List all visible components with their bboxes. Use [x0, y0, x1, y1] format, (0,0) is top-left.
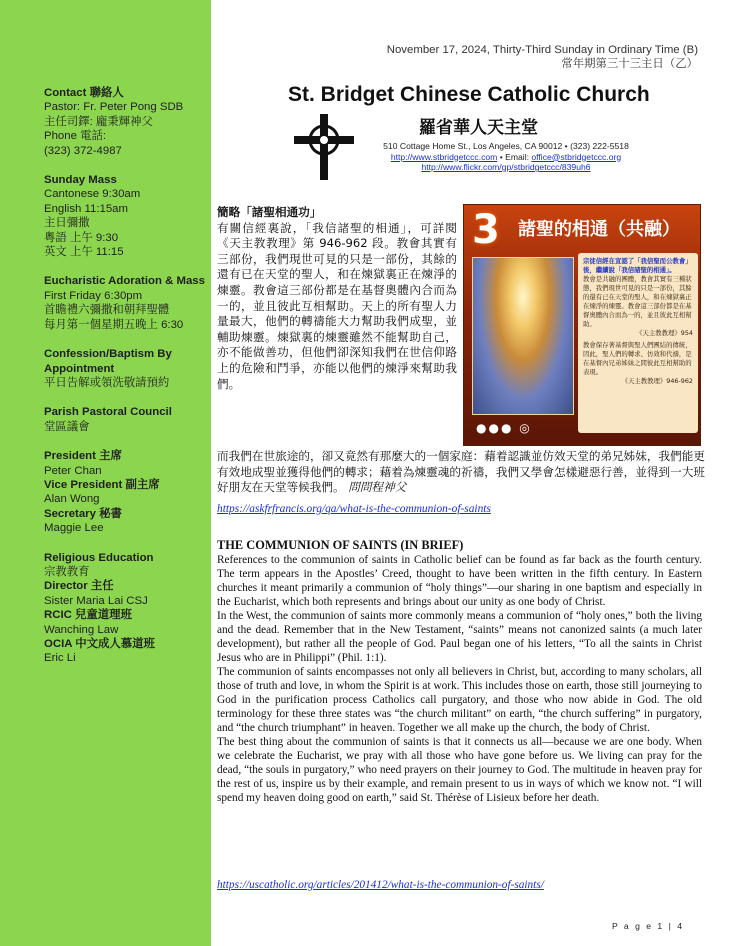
zh-article-title: 簡略「諸聖相通功」 [217, 205, 322, 219]
education-name: Sister Maria Lai CSJ [44, 594, 148, 607]
en-paragraph: In the West, the communion of saints more commonly means a communion of “holy ones,” both the living and the dead. Remember that in the New Testament, “saints” means not canonized saints (a much later development), but rather all the people of God. Paul began one of his letters, “To all the saints in Christ Jesus who are in Philippi” (Phil. 1:1). [217, 610, 702, 664]
bulletin-date [387, 43, 698, 71]
zh-article-signature: 問問程神父 [348, 480, 407, 495]
church-name: St. Bridget Chinese Catholic Church [288, 83, 650, 106]
education-heading: Religious Education [44, 551, 154, 564]
church-links [356, 152, 656, 163]
church-address: 510 Cottage Home St., Los Angeles, CA 90012 • (323) 222-5518 [383, 141, 629, 151]
poster-text: 教會保存著基督與聖人們團結的傳統，因此，聖人們的轉求、仿效和代禱，是在基督內兄弟姊妹之間彼此互相幫助的表現。 [583, 341, 692, 376]
poster-source: 《天主教教理》946-962 [621, 377, 693, 385]
confession-section [44, 347, 205, 390]
saints-painting [472, 257, 574, 415]
zh-article-link[interactable]: https://askfrfrancis.org/qa/what-is-the-communion-of-saints [217, 503, 491, 515]
en-paragraph: The best thing about the communion of saints is that it connects us all—because we are one body. When we celebrate the Eucharist, we pray with all those who have gone before us. We living can pray for the dead, “the souls in purgatory,” who need prayers on their journey to God. The multitude in heaven pray for the rest of us, inspire us by their example, and remain present to us in ways of which we know not. “I will spend my heaven doing good on earth,” said St. Thérèse of Lisieux before her death. [217, 736, 702, 804]
date-en: November 17, 2024, Thirty-Third Sunday in Ordinary Time (B) [386, 44, 698, 56]
mass-line: 主日彌撒 [44, 217, 90, 230]
mass-line: Cantonese 9:30am [44, 188, 141, 201]
education-name: Eric Li [44, 652, 76, 665]
mass-section [44, 173, 205, 259]
date-zh: 常年期第三十三主日（乙） [561, 58, 698, 70]
en-article-title: THE COMMUNION OF SAINTS (IN BRIEF) [217, 538, 464, 552]
poster-title: 諸聖的相通（共融） [518, 219, 680, 240]
contact-section [44, 86, 205, 158]
communion-of-saints-poster [463, 204, 701, 446]
website-link[interactable]: http://www.stbridgetccc.com [390, 151, 498, 162]
email-label: • Email: [497, 151, 532, 162]
poster-text: 教會是共融的團體，教會其實有三種狀態，我們現世可見的只是一部份，其餘的還有已在天堂的聖人，和在煉獄裏正在煉淨的煉靈。教會這三部份都是在基督奧體內合而為一的，並且彼此互相幫助。 [583, 275, 692, 328]
education-role: RCIC 兒童道理班 [44, 609, 132, 622]
contact-heading: Contact 聯絡人 [44, 87, 124, 99]
sidebar [0, 0, 211, 946]
mass-line: 英文 上午 11:15 [44, 246, 124, 259]
church-contact-block [356, 141, 656, 173]
council-line: 堂區議會 [44, 420, 90, 433]
officers-section [44, 449, 205, 535]
poster-quote: 宗徒信經在宣認了「我信聖而公教會」後，繼續說「我信諸聖的相通」。 [583, 257, 692, 274]
email-link[interactable]: office@stbridgetccc.org [531, 151, 622, 162]
mass-heading: Sunday Mass [44, 174, 117, 187]
cross-logo-icon [294, 114, 354, 180]
officer-name: Alan Wong [44, 493, 100, 506]
church-name-zh: 羅省華人天主堂 [419, 118, 538, 138]
education-role: Director 主任 [44, 580, 114, 593]
officer-role: President 主席 [44, 450, 122, 463]
en-paragraph: The communion of saints encompasses not only all believers in Christ, but, according to many scholars, all those of truth and love, in whom the Spirit is at work. This includes those on earth, those still journeying to God in the purification process Catholics call purgatory, and those who now abide in God. The old terminology for these three states was “the church militant” on earth, “the church suffering” in purgatory, and “the church triumphant” in heaven. Together we all make up the church, the body of Christ. [217, 666, 702, 734]
adoration-line: 每月第一個星期五晚上 6:30 [44, 318, 184, 331]
poster-dots: ●●● ◎ [476, 421, 532, 435]
poster-source: 《天主教教理》954 [636, 329, 693, 337]
confession-heading: Confession/Baptism By Appointment [44, 348, 172, 375]
officer-name: Maggie Lee [44, 522, 104, 535]
contact-line: Pastor: Fr. Peter Pong SDB [44, 101, 184, 114]
officer-name: Peter Chan [44, 464, 102, 477]
zh-article-tail: 而我們在世旅途的，卻又竟然有那麼大的一個家庭：藉着認識並仿效天堂的弟兄姊妹，我們能更有效地成聖並獲得他們的轉求；藉着為煉靈魂的祈禱，我們又學會怎樣避惡行善，並得到一大班好朋友在天堂等候我們。 [217, 449, 705, 495]
adoration-line: First Friday 6:30pm [44, 289, 143, 302]
contact-phone: (323) 372-4987 [44, 144, 122, 157]
zh-article [217, 205, 457, 392]
confession-line: 平日告解或領洗敬請預約 [44, 376, 170, 389]
education-section [44, 551, 205, 666]
council-heading: Parish Pastoral Council [44, 406, 172, 419]
contact-line: 主任司鐸: 龐秉輝神父 [44, 115, 153, 128]
mass-line: 粵語 上午 9:30 [44, 231, 119, 244]
flickr-link[interactable]: http://www.flickr.com/gp/stbridgetccc/839uh6 [421, 162, 591, 173]
adoration-line: 首瞻禮六彌撒和朝拜聖體 [44, 304, 170, 317]
en-article-link[interactable]: https://uscatholic.org/articles/201412/what-is-the-communion-of-saints/ [217, 879, 544, 891]
education-sub: 宗教教育 [44, 565, 90, 578]
contact-line: Phone 電話: [44, 130, 107, 143]
zh-article-body: 有關信經裏說，「我信諸聖的相通」，可詳閱《天主教教理》第 946-962 段。教會其實有三部份，我們現世可見的只是一部份，其餘的還有已在天堂的聖人，和在煉獄裏正在煉淨的煉靈。教會這三部份都是在基督奧體內合而為一的，並且彼此互相幫助。天上的所有聖人力量最大，他們的轉禱能大力幫助我們成聖，並輔助煉靈。煉獄裏的煉靈雖然不能幫助自己，亦不能做善功，但他們卻深知我們在世信仰路上的危險和鬥爭，亦能以他們的煉淨來幫助我們。 [217, 220, 457, 391]
officer-role: Secretary 秘書 [44, 507, 122, 520]
poster-number: 3 [472, 207, 500, 253]
council-section [44, 405, 205, 434]
mass-line: English 11:15am [44, 202, 129, 215]
education-name: Wanching Law [44, 623, 119, 636]
adoration-section [44, 274, 205, 332]
education-role: OCIA 中文成人慕道班 [44, 638, 155, 650]
poster-text-panel [578, 253, 698, 433]
zh-article-tail-block [217, 449, 705, 496]
officer-role: Vice President 副主席 [44, 478, 160, 491]
adoration-heading: Eucharistic Adoration & Mass [44, 275, 205, 288]
en-paragraph: References to the communion of saints in Catholic belief can be found as far back as the fourth century. The term appears in the Apostles’ Creed, thought to have been written in the fifth century. In Eastern churches it meant primarily a communion of “holy things”—our sharing in one baptism and especially in the Eucharist, which both represents and brings about our unity as one body of Christ. [217, 554, 702, 608]
en-article-body [217, 553, 702, 805]
page-number: P a g e 1 | 4 [611, 921, 684, 931]
